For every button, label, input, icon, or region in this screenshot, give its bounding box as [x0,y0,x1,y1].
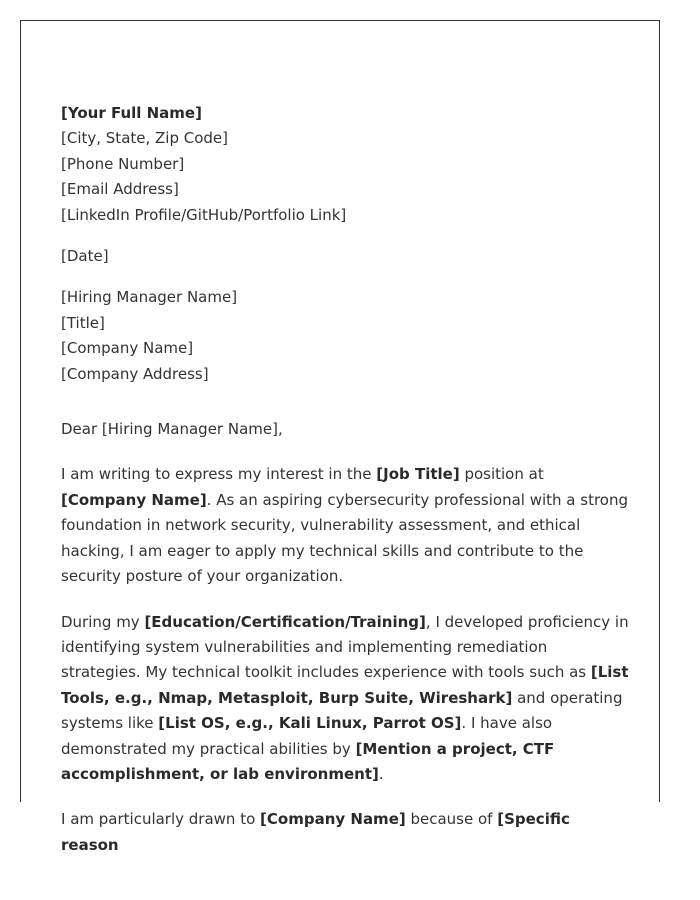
letter-page [20,20,660,854]
date-block [61,244,631,269]
salutation: Dear [Hiring Manager Name], [61,420,283,439]
recipient-block [61,285,631,387]
sender-city: [City, State, Zip Code] [61,129,229,148]
sender-name: [Your Full Name] [61,104,202,122]
recipient-address: [Company Address] [61,364,209,383]
letter-content [61,101,631,858]
paragraph-2: During my [Education/Certification/Training], I developed proficiency in identifying system vulnerabilities and implementing remediation strategies. My technical toolkit includes experience with tools such as [List Tools, e.g., Nmap, Metasploit, Burp Suite, Wireshark] and operating systems like [List OS, e.g., Kali Linux, Parrot OS]. I have also demonstrated my practical abilities by [Mention a project, CTF accomplishment, or lab environment]. [61,612,629,783]
paragraph-3: I am particularly drawn to [Company Name] because of [Specific reason [61,810,570,854]
sender-phone: [Phone Number] [61,154,185,173]
paragraph-1: I am writing to express my interest in the [Job Title] position at [Company Name]. As an aspiring cybersecurity professional with a strong foundation in network security, vulnerability assessment, and ethical hacking, I am eager to apply my technical skills and contribute to the security posture of your organization. [61,465,628,586]
sender-email: [Email Address] [61,180,179,199]
letter-date: [Date] [61,247,109,266]
recipient-title: [Title] [61,313,105,332]
recipient-name: [Hiring Manager Name] [61,288,238,307]
sender-link: [LinkedIn Profile/GitHub/Portfolio Link] [61,205,347,224]
recipient-company: [Company Name] [61,339,194,358]
sender-block [61,101,631,228]
